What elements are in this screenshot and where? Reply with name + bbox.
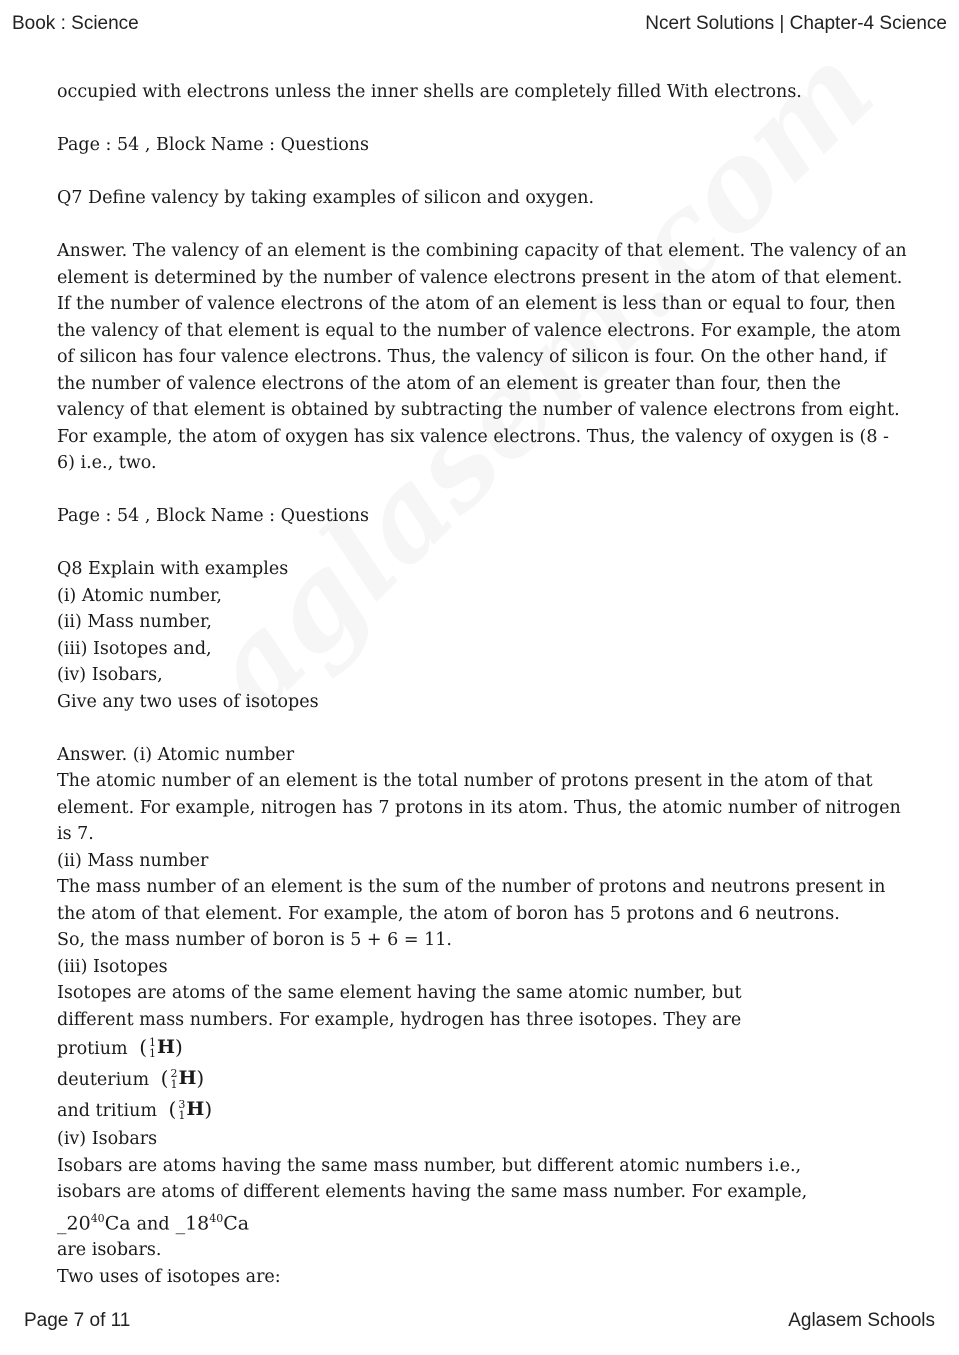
page-number: Page 7 of 11 xyxy=(24,1310,131,1331)
atomic-number-text: The atomic number of an element is the total number of protons present in the atom of that element. For example, nitrogen has 7 protons in its atom. Thus, the atomic number of nitrogen is 7. xyxy=(57,771,901,844)
nuclide-notation: ( 2 1 H ) xyxy=(160,1066,205,1091)
mass-number-calc: So, the mass number of boron is 5 + 6 = 11. xyxy=(57,930,452,950)
isobar-formula: $\_20^{40}Ca$ and $\_18^{40}Ca$ xyxy=(57,1211,250,1234)
page-reference: Page : 54 , Block Name : Questions xyxy=(57,506,370,526)
answer-8-start: Answer. (i) Atomic number xyxy=(57,744,295,765)
isotopes-heading: (iii) Isotopes xyxy=(57,956,168,977)
nuclide-notation: ( 3 1 H ) xyxy=(168,1097,213,1122)
question-8-title: Q8 Explain with examples xyxy=(57,559,289,579)
isotopes-text: different mass numbers. For example, hydrogen has three isotopes. They are xyxy=(57,1009,742,1030)
intro-text: occupied with electrons unless the inner shells are completely filled With electrons. xyxy=(57,82,802,102)
document-body xyxy=(57,79,907,1290)
page-reference: Page : 54 , Block Name : Questions xyxy=(57,135,370,155)
answer-7: Answer. The valency of an element is the combining capacity of that element. The valency of an element is determined by the number of valence electrons present in the atom of that element. If the number of valence electrons of the atom of an element is less than or equal to four, then the valency of that element is equal to the number of valence electrons. For example, the atom of silicon has four valence electrons. Thus, the valency of silicon is four. On the other hand, if the number of valence electrons of the atom of an element is greater than four, then the valency of that element is obtained by subtracting the number of valence electrons from eight. For example, the atom of oxygen has six valence electrons. Thus, the valency of oxygen is (8 - 6) i.e., two. xyxy=(57,241,907,473)
question-8-item: (ii) Mass number, xyxy=(57,612,212,632)
question-8-item: (iii) Isotopes and, xyxy=(57,638,212,659)
nuclide-notation: ( 1 1 H ) xyxy=(139,1035,183,1060)
question-8-item: (iv) Isobars, xyxy=(57,665,163,685)
mass-number-heading: (ii) Mass number xyxy=(57,850,209,871)
isotope-tritium: and tritium ( 3 1 H ) xyxy=(57,1095,907,1126)
isotope-uses-start: Two uses of isotopes are: xyxy=(57,1266,281,1287)
question-8-item: Give any two uses of isotopes xyxy=(57,691,319,712)
header-book-title: Book : Science xyxy=(12,13,139,34)
header-chapter-title: Ncert Solutions | Chapter-4 Science xyxy=(645,13,947,34)
footer-publisher: Aglasem Schools xyxy=(788,1310,935,1331)
question-7: Q7 Define valency by taking examples of silicon and oxygen. xyxy=(57,188,595,208)
mass-number-text: The mass number of an element is the sum of the number of protons and neutrons present in the atom of that element. For example, the atom of boron has 5 protons and 6 neutrons. xyxy=(57,877,886,924)
isotope-deuterium: deuterium ( 2 1 H ) xyxy=(57,1064,907,1095)
isobars-text: isobars are atoms of different elements having the same mass number. For example, xyxy=(57,1182,808,1202)
isotope-protium: protium ( 1 1 H ) xyxy=(57,1033,907,1064)
isotopes-text: Isotopes are atoms of the same element having the same atomic number, but xyxy=(57,983,742,1003)
isobars-heading: (iv) Isobars xyxy=(57,1129,158,1149)
isobars-end: are isobars. xyxy=(57,1240,162,1261)
isobars-text: Isobars are atoms having the same mass number, but different atomic numbers i.e., xyxy=(57,1155,802,1176)
question-8-item: (i) Atomic number, xyxy=(57,585,222,606)
